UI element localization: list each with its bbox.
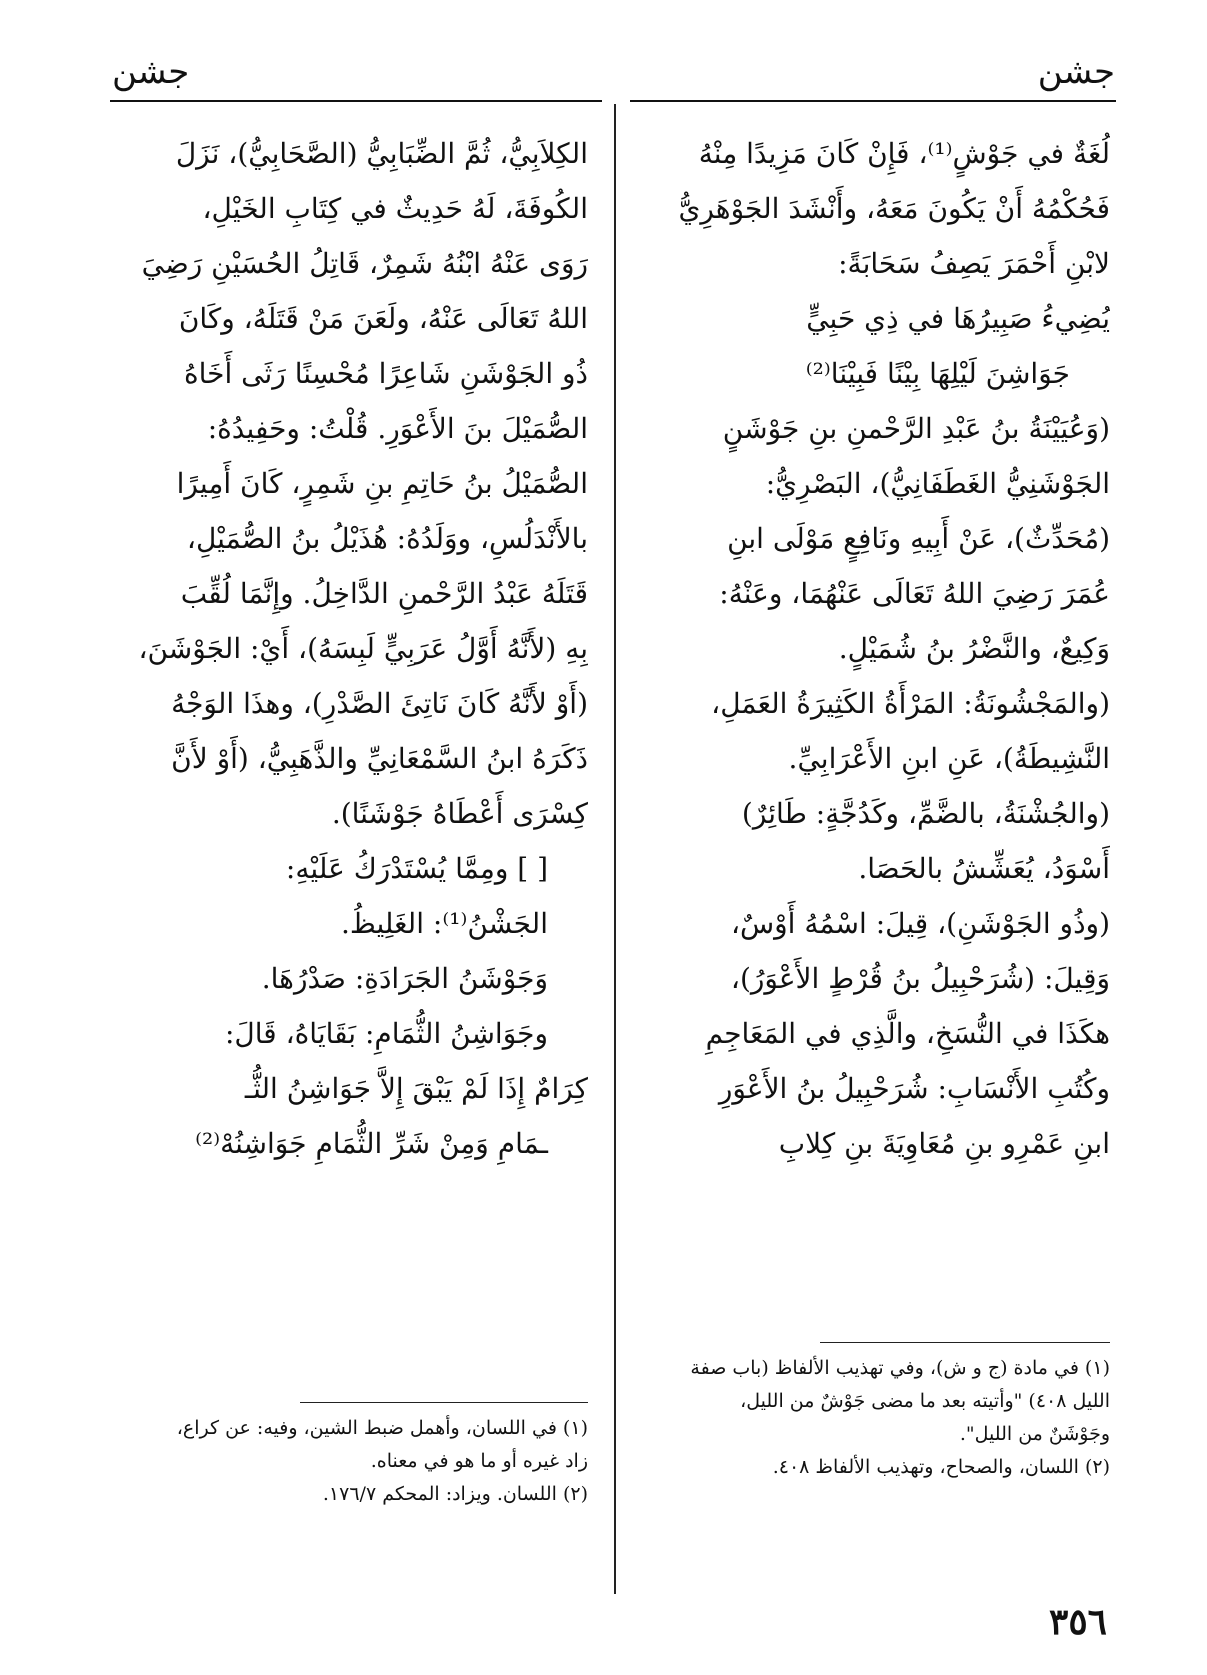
header-rule-left [110,100,602,102]
footnote-line: وجَوْشَنٌ من الليل". [959,1423,1110,1445]
text-line: الكِلاَبِيُّ، ثُمَّ الضِّبَابِيُّ (الصَّحَابِيُّ)، نَزَلَ [175,137,588,170]
column-divider [614,104,616,1594]
entry-line: (والمَجْشُونَةُ: المَرْأَةُ الكَثِيرَةُ العَمَلِ، [711,687,1110,720]
right-column [648,126,1110,1171]
text-line: وكُتُبِ الأَنْسَابِ: شُرَحْبِيلُ بنُ الأَعْوَرِ [718,1072,1110,1105]
verse-line: يُضِيءُ صَبِيرُهَا في ذِي حَبِيٍّ [806,302,1110,335]
text-line: اللهُ تَعَالَى عَنْهُ، ولَعَنَ مَنْ قَتَلَهُ، وكَانَ [178,302,588,335]
text-line: وَجَوْشَنُ الجَرَادَةِ: صَدْرُهَا. [261,962,548,995]
supplement-heading: [ ] ومِمَّا يُسْتَدْرَكُ عَلَيْهِ: [285,852,548,885]
text-line: وَكِيعٌ، والنَّضْرُ بنُ شُمَيْلٍ. [838,632,1110,665]
text-line: (مُحَدِّثٌ)، عَنْ أَبِيهِ ونَافِعٍ مَوْلَى ابنِ [727,522,1110,555]
footnote-line: (١) في اللسان، وأهمل ضبط الشين، وفيه: عن كراع، [176,1417,588,1439]
text-line: بِهِ (لأَنَّهُ أَوَّلُ عَرَبِيٍّ لَبِسَهُ)، أَيْ: الجَوْشَنَ، [138,632,588,665]
text-line: الجَوْشَنِيُّ الغَطَفَانِيُّ)، البَصْرِيُّ: [765,467,1110,500]
entry-line: (وَعُيَيْنَةُ بنُ عَبْدِ الرَّحْمنِ بنِ جَوْشَنٍ [722,412,1110,445]
text-line: وَقِيلَ: (شُرَحْبِيلُ بنُ قُرْطٍ الأَعْوَرُ)، [730,962,1110,995]
footnote-line: زاد غيره أو ما هو في معناه. [370,1450,588,1472]
text-line: ابنِ عَمْرِو بنِ مُعَاوِيَةَ بنِ كِلابِ [778,1127,1110,1160]
footnote-rule-right [820,1342,1110,1343]
running-header-right: جشن [1037,52,1115,92]
header-rule-right [630,100,1116,102]
text-line: النَّشِيطَةُ)، عَنِ ابنِ الأَعْرَابِيِّ. [788,742,1110,775]
text-line: رَوَى عَنْهُ ابْنُهُ شَمِرٌ، قَاتِلُ الحُسَيْنِ رَضِيَ [141,247,588,280]
text-line: قَتَلَهُ عَبْدُ الرَّحْمنِ الدَّاخِلُ. وإِنَّمَا لُقِّبَ [180,577,588,610]
text-line: الكُوفَةَ، لَهُ حَدِيثٌ في كِتَابِ الخَيْلِ، [202,192,588,225]
text-line: لُغَةٌ في جَوْشٍ⁽¹⁾، فَإِنْ كَانَ مَزِيدًا مِنْهُ [698,137,1110,170]
running-header-left: جشن [112,52,190,92]
text-line: بالأَنْدَلُسِ، ووَلَدُهُ: هُذَيْلُ بنُ الصُّمَيْلِ، [186,522,588,555]
footnote-line: الليل ٤٠٨) "وأتيته بعد ما مضى جَوْشٌ من الليل، [740,1390,1110,1412]
text-line: فَحُكْمُهُ أَنْ يَكُونَ مَعَهُ، وأَنْشَدَ الجَوْهَرِيُّ [678,192,1110,225]
verse-line: جَوَاشِنَ لَيْلِهَا بِيْنًا فَبِيْنَا⁽²⁾ [805,357,1070,390]
text-line: ذُو الجَوْشَنِ شَاعِرًا مُحْسِنًا رَثَى أَخَاهُ [183,357,588,390]
entry-line: (وذُو الجَوْشَنِ)، قِيلَ: اسْمُهُ أَوْسٌ، [730,907,1110,940]
footnotes-right [648,1352,1110,1484]
footnotes-left [110,1412,588,1511]
footnote-rule-left [300,1402,588,1403]
page-number: ٣٥٦ [1048,1601,1107,1643]
entry-line: (والجُشْنَةُ، بالضَّمِّ، وكَدُجَّةٍ: طَائِرٌ) [741,797,1110,830]
text-line: أَسْوَدُ، يُعَشِّشُ بالحَصَا. [858,852,1110,885]
text-line: كِسْرَى أَعْطَاهُ جَوْشَنًا). [331,797,588,830]
text-line: الجَشْنُ⁽¹⁾: الغَلِيظُ. [340,907,548,940]
text-line: (أَوْ لأَنَّهُ كَانَ نَاتِئَ الصَّدْرِ)، وهذَا الوَجْهُ [171,687,588,720]
verse-line: كِرَامٌ إِذَا لَمْ يَبْقَ إِلاَّ جَوَاشِنُ الثُّـ [244,1072,588,1105]
text-line: لابْنِ أَحْمَرَ يَصِفُ سَحَابَةً: [838,247,1110,280]
text-line: هكَذَا في النُّسَخِ، والَّذِي في المَعَاجِمِ [705,1017,1110,1050]
text-line: عُمَرَ رَضِيَ اللهُ تَعَالَى عَنْهُمَا، وعَنْهُ: [719,577,1110,610]
footnote-line: (٢) اللسان. ويزاد: المحكم ١٧٦/٧. [322,1483,588,1505]
text-line: وجَوَاشِنُ الثُّمَامِ: بَقَايَاهُ، قَالَ: [224,1017,548,1050]
footnote-line: (١) في مادة (ج و ش)، وفي تهذيب الألفاظ (باب صفة [690,1357,1110,1379]
text-line: الصُّمَيْلُ بنُ حَاتِمِ بنِ شَمِرٍ، كَانَ أَمِيرًا [176,467,588,500]
text-line: الصُّمَيْلَ بنَ الأَعْوَرِ. قُلْتُ: وحَفِيدُهُ: [207,412,588,445]
left-column [110,126,588,1171]
verse-line: ـمَامِ وَمِنْ شَرِّ الثُّمَامِ جَوَاشِنُهْ⁽²⁾ [195,1127,548,1160]
text-line: ذَكَرَهُ ابنُ السَّمْعَانِيِّ والذَّهَبِيُّ، (أَوْ لأَنَّ [171,742,588,775]
footnote-line: (٢) اللسان، والصحاح، وتهذيب الألفاظ ٤٠٨. [772,1456,1110,1478]
